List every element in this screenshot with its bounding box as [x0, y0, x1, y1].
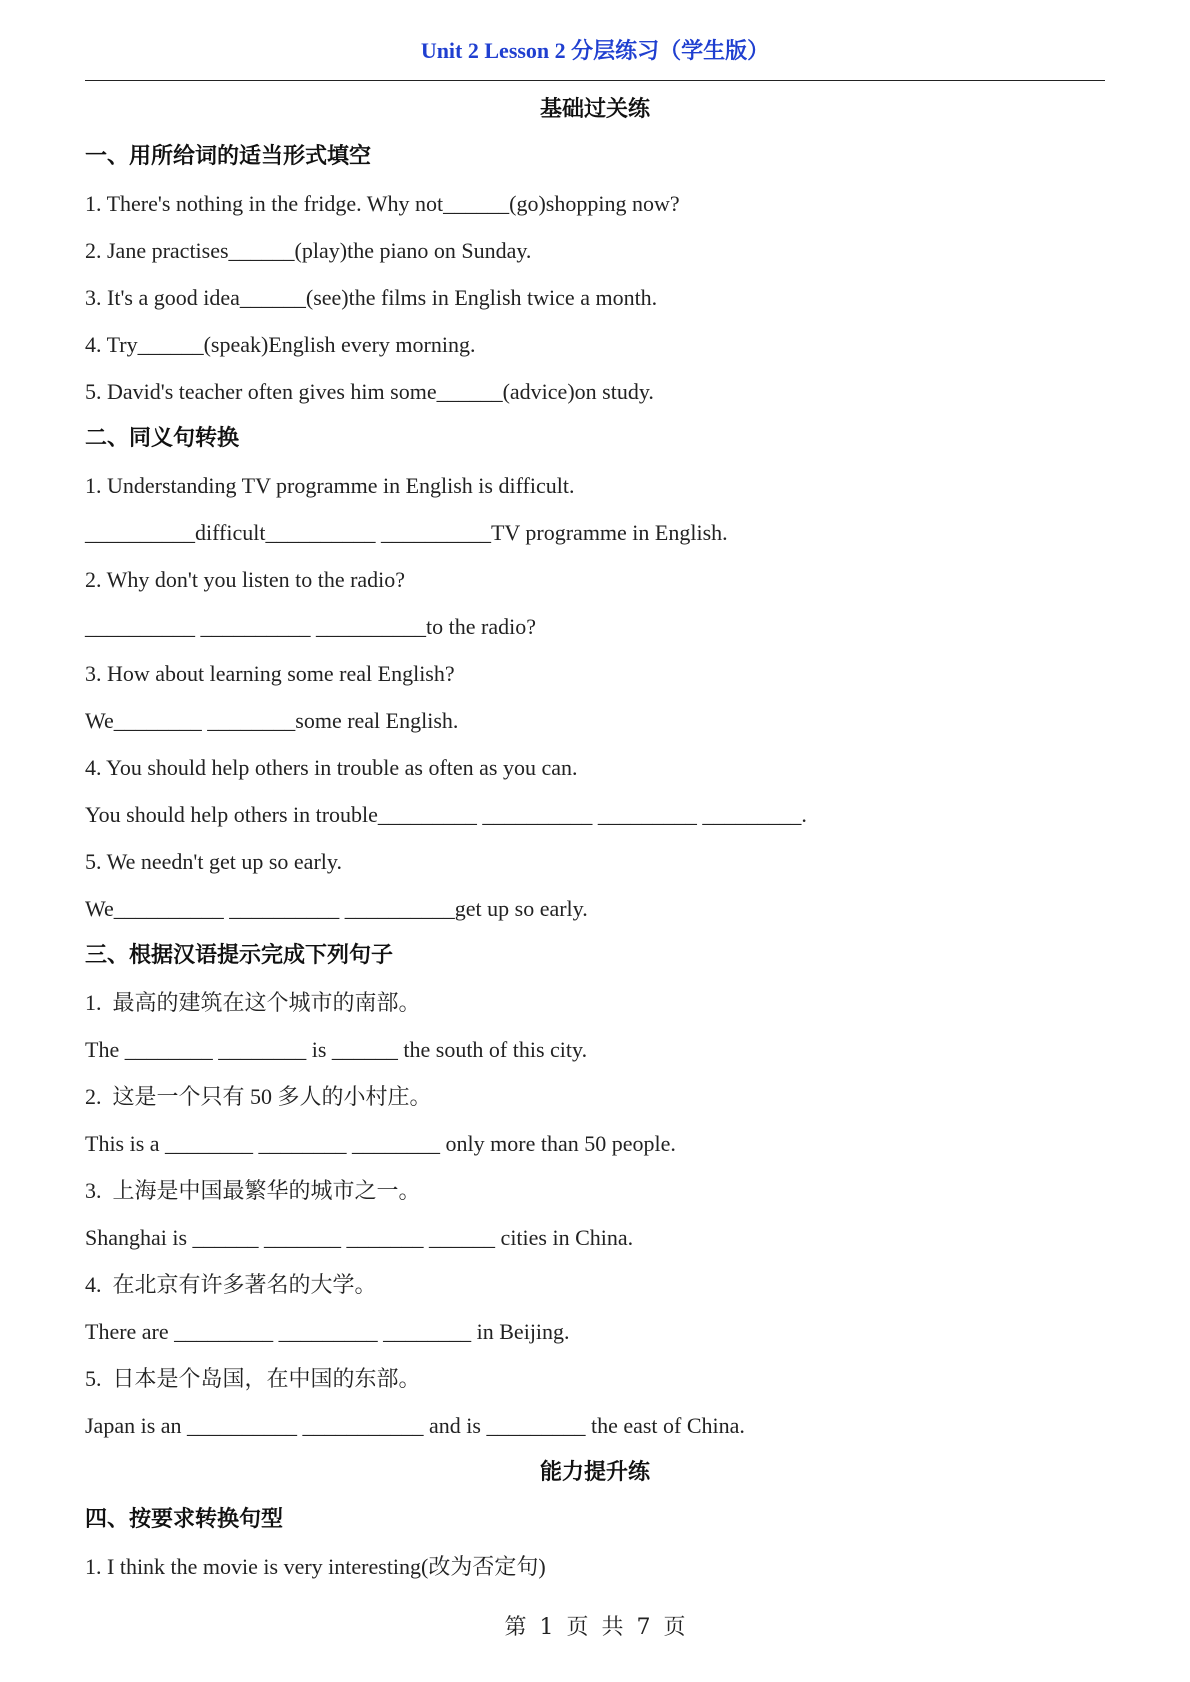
- part1-item: 1. There's nothing in the fridge. Why not______(go)shopping now?: [85, 191, 680, 216]
- part3-answer-line: Shanghai is ______ _______ _______ ______ cities in China.: [85, 1225, 634, 1250]
- part2-answer-line: __________difficult__________ __________TV programme in English.: [85, 520, 728, 545]
- part1-item: 3. It's a good idea______(see)the films in English twice a month.: [85, 285, 658, 310]
- part3-question: 1. 最高的建筑在这个城市的南部。: [85, 990, 421, 1015]
- part1-heading: 一、用所给词的适当形式填空: [85, 144, 372, 169]
- part4-item: 1. I think the movie is very interesting(改为否定句): [85, 1554, 546, 1579]
- worksheet-content: [85, 92, 1105, 1596]
- part2-answer-line: We________ ________some real English.: [85, 708, 459, 733]
- part2-question: 5. We needn't get up so early.: [85, 849, 342, 874]
- part1-item: 5. David's teacher often gives him some______(advice)on study.: [85, 379, 654, 404]
- part1-item: 4. Try______(speak)English every morning.: [85, 332, 476, 357]
- document-title: Unit 2 Lesson 2 分层练习（学生版）: [420, 38, 770, 63]
- part3-answer-line: The ________ ________ is ______ the south of this city.: [85, 1037, 588, 1062]
- part3-heading: 三、根据汉语提示完成下列句子: [85, 943, 394, 968]
- page-number: 第 1 页 共 7 页: [504, 1615, 686, 1640]
- part3-question: 3. 上海是中国最繁华的城市之一。: [85, 1178, 421, 1203]
- section-basic-title: 基础过关练: [539, 97, 650, 122]
- part4-heading: 四、按要求转换句型: [85, 1507, 284, 1532]
- part1-item: 2. Jane practises______(play)the piano on Sunday.: [85, 238, 532, 263]
- part3-answer-line: This is a ________ ________ ________ only more than 50 people.: [85, 1131, 676, 1156]
- part3-answer-line: There are _________ _________ ________ in Beijing.: [85, 1319, 570, 1344]
- part2-heading: 二、同义句转换: [85, 426, 240, 451]
- part3-question: 2. 这是一个只有 50 多人的小村庄。: [85, 1084, 432, 1109]
- part2-answer-line: __________ __________ __________to the radio?: [85, 614, 536, 639]
- part2-answer-line: You should help others in trouble_________ __________ _________ _________.: [85, 802, 807, 827]
- header-divider: [85, 80, 1105, 81]
- part2-question: 1. Understanding TV programme in English is difficult.: [85, 473, 575, 498]
- part3-question: 4. 在北京有许多著名的大学。: [85, 1272, 377, 1297]
- section-advanced-title: 能力提升练: [539, 1460, 650, 1485]
- part3-question: 5. 日本是个岛国，在中国的东部。: [85, 1366, 421, 1391]
- part2-question: 3. How about learning some real English?: [85, 661, 455, 686]
- part3-answer-line: Japan is an __________ ___________ and is _________ the east of China.: [85, 1413, 745, 1438]
- part2-answer-line: We__________ __________ __________get up so early.: [85, 896, 588, 921]
- part2-question: 2. Why don't you listen to the radio?: [85, 567, 406, 592]
- part2-question: 4. You should help others in trouble as often as you can.: [85, 755, 578, 780]
